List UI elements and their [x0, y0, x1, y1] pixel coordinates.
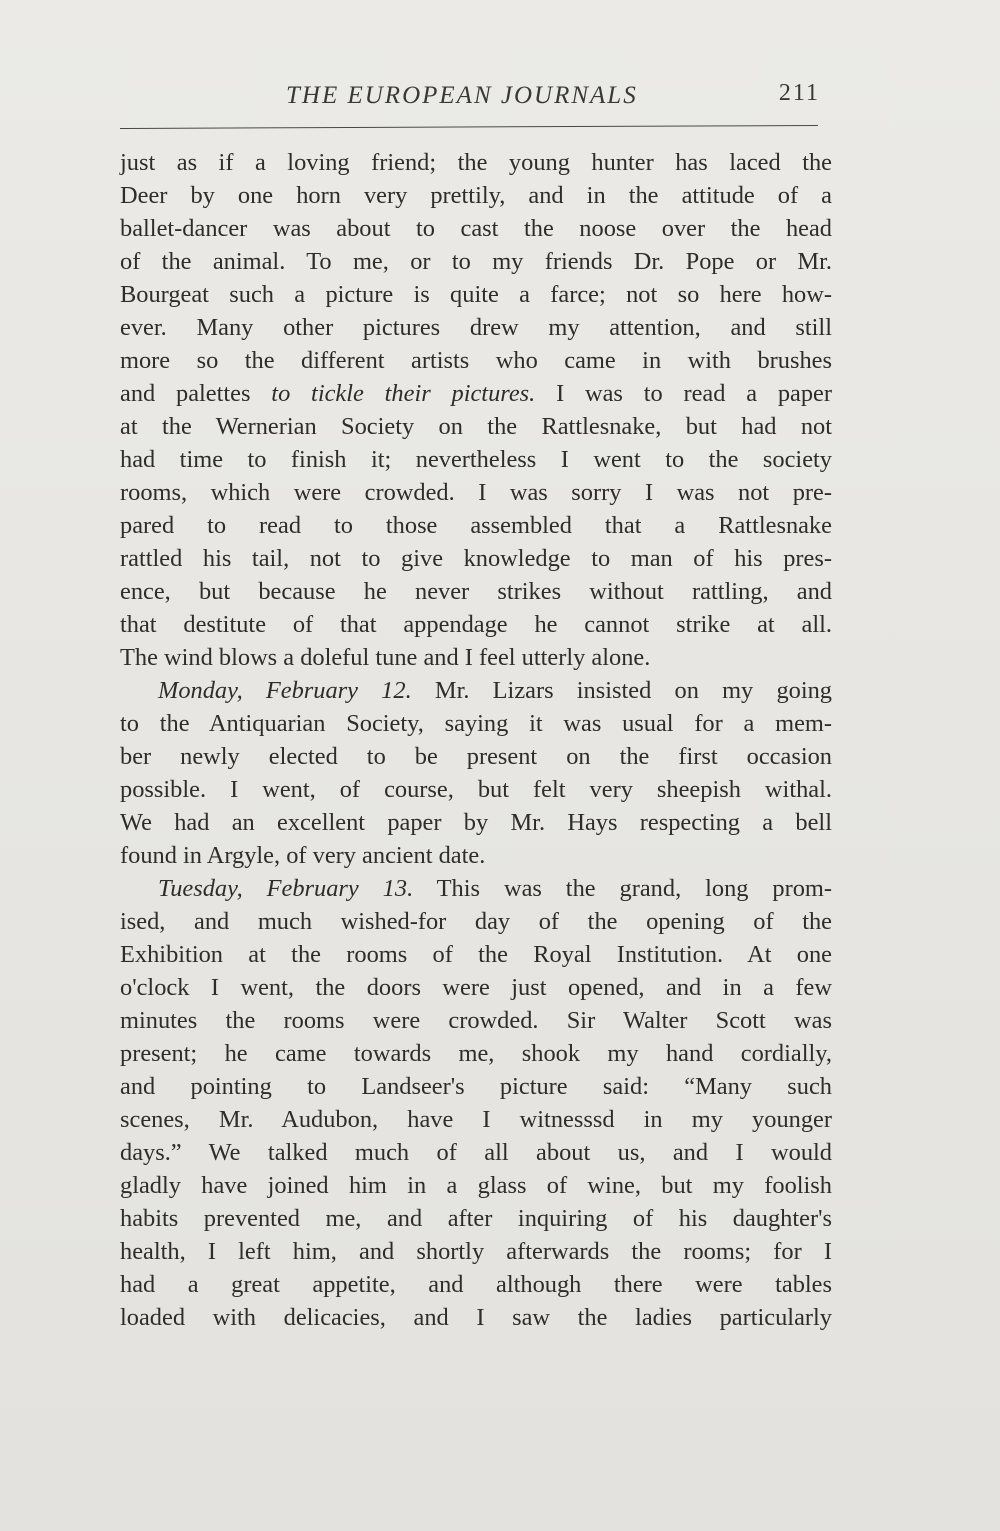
text-line: health, I left him, and shortly afterwards the rooms; for I	[120, 1238, 832, 1265]
italic-phrase: to tickle their pictures.	[271, 380, 536, 407]
text-segment: and palettes	[120, 380, 272, 407]
text-line: found in Argyle, of very ancient date.	[120, 842, 486, 869]
text-line: o'clock I went, the doors were just opened, and in a few	[120, 974, 832, 1001]
text-line	[120, 872, 832, 905]
entry-date: Monday, February 12.	[158, 677, 412, 704]
text-line: Exhibition at the rooms of the Royal Institution. At one	[120, 941, 832, 968]
text-line: ballet-dancer was about to cast the noose over the head	[120, 215, 832, 242]
text-line: had a great appetite, and although there were tables	[120, 1271, 832, 1298]
running-title: THE EUROPEAN JOURNALS	[286, 82, 638, 109]
header-rule	[120, 125, 818, 129]
body-text	[120, 146, 832, 1334]
text-segment: This was the grand, long prom-	[413, 875, 832, 902]
text-line: days.” We talked much of all about us, and I would	[120, 1139, 832, 1166]
text-line: minutes the rooms were crowded. Sir Walter Scott was	[120, 1007, 832, 1034]
text-line: We had an excellent paper by Mr. Hays respecting a bell	[120, 809, 832, 836]
text-segment: I was to read a paper	[535, 380, 832, 407]
text-line: and pointing to Landseer's picture said: “Many such	[120, 1073, 832, 1100]
text-segment: Mr. Lizars insisted on my going	[411, 677, 833, 704]
text-line	[120, 674, 832, 707]
text-line: gladly have joined him in a glass of wine, but my foolish	[120, 1172, 832, 1199]
text-line: more so the different artists who came in with brushes	[120, 347, 832, 374]
text-line: ever. Many other pictures drew my attention, and still	[120, 314, 832, 341]
text-line: loaded with delicacies, and I saw the ladies particularly	[120, 1304, 832, 1331]
text-line: The wind blows a doleful tune and I feel utterly alone.	[120, 644, 651, 671]
text-line: to the Antiquarian Society, saying it was usual for a mem-	[120, 710, 832, 737]
running-head	[120, 78, 820, 122]
text-line: ber newly elected to be present on the first occasion	[120, 743, 832, 770]
text-line: had time to finish it; nevertheless I went to the society	[120, 446, 832, 473]
text-line: possible. I went, of course, but felt very sheepish withal.	[120, 776, 832, 803]
text-line: ised, and much wished-for day of the opening of the	[120, 908, 832, 935]
text-line: scenes, Mr. Audubon, have I witnesssd in my younger	[120, 1106, 832, 1133]
entry-date: Tuesday, February 13.	[158, 875, 414, 902]
text-line: present; he came towards me, shook my hand cordially,	[120, 1040, 832, 1067]
text-line: ence, but because he never strikes without rattling, and	[120, 578, 832, 605]
text-line: that destitute of that appendage he cannot strike at all.	[120, 611, 832, 638]
page-number: 211	[778, 80, 820, 106]
text-line: at the Wernerian Society on the Rattlesnake, but had not	[120, 413, 832, 440]
text-line: rattled his tail, not to give knowledge to man of his pres-	[120, 545, 832, 572]
text-line: of the animal. To me, or to my friends Dr. Pope or Mr.	[120, 248, 832, 275]
text-line: Deer by one horn very prettily, and in the attitude of a	[120, 182, 832, 209]
text-line: just as if a loving friend; the young hunter has laced the	[120, 149, 832, 176]
text-line: habits prevented me, and after inquiring of his daughter's	[120, 1205, 832, 1232]
text-line: pared to read to those assembled that a Rattlesnake	[120, 512, 832, 539]
text-line: rooms, which were crowded. I was sorry I was not pre-	[120, 479, 832, 506]
text-line	[120, 377, 832, 410]
text-line: Bourgeat such a picture is quite a farce; not so here how-	[120, 281, 832, 308]
